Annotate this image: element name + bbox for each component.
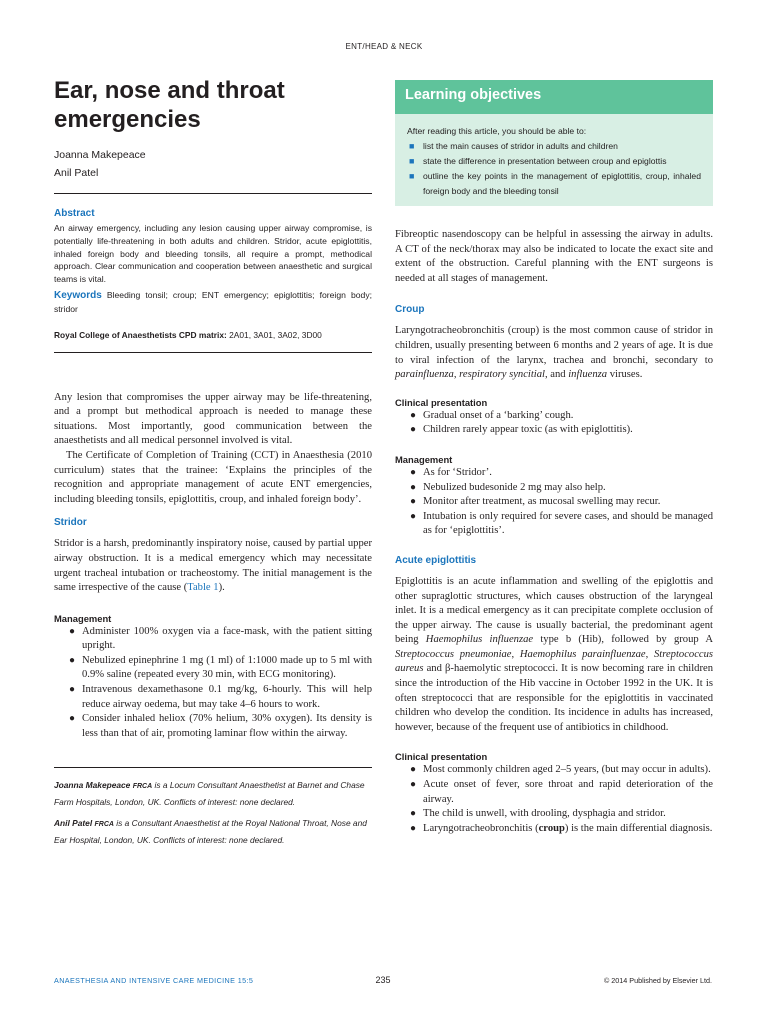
croup-management-heading: Management (395, 453, 453, 465)
croup-paragraph: Laryngotracheobronchitis (croup) is the most common cause of stridor in children, usually presenting between 6 months and 2 years of age. It is due to viral infection of the larynx, trachea and bronchi, secondary to parainfluenza, respiratory syncitial, and influenza viruses. (395, 325, 713, 381)
intro-paragraph: The Certificate of Completion of Training (CCT) in Anaesthesia (2010 curriculum) states that the trainee: ‘Explains the principles of the recognition and appropriate management of acute ENT emergencies, including bleeding tonsils, epiglottitis, croup, and inhaled foreign body’. (54, 449, 372, 505)
learning-objectives-intro: After reading this article, you should be able to: (407, 126, 587, 136)
list-item: ● Intubation is only required for severe cases, and should be managed as for ‘epiglottitis’. (410, 510, 713, 537)
keywords-value: Bleeding tonsil; croup; ENT emergency; epiglottitis; foreign body; stridor (54, 289, 373, 314)
epiglottitis-heading: Acute epiglottitis (395, 554, 477, 566)
author-footnote (54, 816, 372, 848)
footnote-degree: FRCA (132, 783, 153, 791)
bullet-icon: ● (410, 764, 417, 776)
bullet-icon: ● (410, 481, 417, 493)
keywords-label: Keywords (54, 289, 102, 301)
journal-citation: ANAESTHESIA AND INTENSIVE CARE MEDICINE 15:5 (54, 976, 254, 985)
list-item: ● Consider inhaled heliox (70% helium, 30% oxygen). Its density is less than that of air, promoting laminar flow within the airway. (69, 713, 372, 739)
footnote-author-name: Anil Patel (54, 818, 93, 829)
footnote-text: is a Locum Consultant Anaesthetist at Barnet and Chase Farm Hospitals, London, UK. Conflicts of interest: none declared. (54, 780, 365, 808)
bullet-icon: ● (69, 713, 76, 725)
bullet-icon: ● (410, 779, 417, 791)
epiglottitis-paragraph: Epiglottitis is an acute inflammation and swelling of the epiglottis and other supraglottic structures, which causes obstruction of the laryngeal inlet. It is a medical emergency as it can precipitate complete occlusion of the upper airway. The cause is usually bacterial, the predominant agent being Haemophilus influenzae type b (Hib), followed by group A Streptococcus pneumoniae, Haemophilus parainfluenzae, Streptococcus aureus and β-haemolytic streptococci. It is now becoming rare in children since the introduction of the Hib vaccine in October 1992 in the UK. It is often streptococci that are responsible for the epiglottitis in vaccinated children who develop the condition. Its incidence in adults has increased, however, because of the frequent use of antibiotics in childhood. (395, 575, 714, 733)
bullet-icon: ● (410, 466, 417, 478)
list-item: ● Children rarely appear toxic (as with epiglottitis). (423, 423, 713, 438)
croup-heading: Croup (395, 304, 425, 316)
author-name: Joanna Makepeace (54, 149, 146, 161)
footnote-rule (54, 767, 372, 768)
page-number: 235 (375, 975, 391, 985)
list-item: ■ outline the key points in the management of epiglottitis, croup, inhaled foreign body and the bleeding tonsil (409, 171, 701, 196)
list-item: ● Acute onset of fever, sore throat and rapid deterioration of the airway. (410, 779, 713, 805)
croup-clinical-heading: Clinical presentation (395, 396, 488, 408)
author-footnote (54, 778, 372, 810)
bullet-icon: ● (69, 654, 76, 666)
list-item: ● As for ‘Stridor’. (423, 466, 713, 481)
bullet-icon: ■ (409, 141, 415, 151)
learning-objectives-list (407, 139, 701, 199)
stridor-text: Stridor is a harsh, predominantly inspiratory noise, caused by partial upper airway obstruction. It is a medical emergency which may necessitate urgent tracheal intubation or tracheostomy. The initial management is the same irrespective of the cause ( (54, 538, 372, 594)
nasendoscopy-paragraph: Fibreoptic nasendoscopy can be helpful in assessing the airway in adults. A CT of the neck/thorax may also be indicated to locate the exact site and extent of the obstruction. Careful planning with the ENT surgeons is needed at all stages of management. (395, 229, 713, 284)
footnote-text: is a Consultant Anaesthetist at the Royal National Throat, Nose and Ear Hospital, London, UK. Conflicts of interest: none declared. (54, 818, 367, 845)
list-item: ■ list the main causes of stridor in adults and children (423, 139, 701, 154)
bullet-icon: ● (410, 510, 417, 522)
left-column (54, 76, 372, 848)
list-item: ● Monitor after treatment, as mucosal swelling may recur. (423, 495, 713, 510)
cpd-label: Royal College of Anaesthetists CPD matrix: (54, 329, 227, 340)
table-1-link[interactable]: Table 1 (187, 582, 219, 594)
abstract-heading: Abstract (54, 208, 95, 219)
bullet-icon: ● (69, 684, 76, 696)
bullet-icon: ● (410, 808, 417, 820)
bullet-icon: ● (410, 409, 417, 421)
running-head: ENT/HEAD & NECK (345, 42, 423, 51)
cpd-matrix (54, 330, 372, 340)
copyright: © 2014 Published by Elsevier Ltd. (604, 976, 712, 985)
croup-management-list (395, 466, 713, 539)
abstract-rule (54, 352, 372, 353)
abstract-section (54, 208, 372, 340)
title-rule (54, 193, 372, 194)
bullet-icon: ■ (409, 156, 415, 166)
bullet-icon: ● (410, 496, 417, 508)
article-title: Ear, nose and throat emergencies (54, 77, 285, 133)
list-item: ■ state the difference in presentation between croup and epiglottis (423, 154, 701, 169)
learning-objectives-body (395, 114, 713, 206)
keywords-line (54, 289, 372, 316)
learning-objectives-title: Learning objectives (395, 80, 713, 114)
croup-clinical-list (395, 409, 713, 438)
learning-objectives-box (395, 80, 713, 206)
footnote-author-name: Joanna Makepeace (54, 780, 131, 791)
intro-paragraph: Any lesion that compromises the upper airway may be life-threatening, and a prompt but methodical approach is needed to manage these situations. Most importantly, good communication between the anaesthetists and all medical personnel involved is vital. (54, 391, 372, 447)
abstract-text: An airway emergency, including any lesion causing upper airway compromise, is potentially life-threatening in both adults and children. Stridor, acute epiglottitis, inhaled foreign body and bleeding tonsils, all require a prompt, methodical approach. Clear communication and cooperation between anaesthetic and surgical teams is vital. (54, 223, 372, 285)
list-item: ● Nebulized budesonide 2 mg may also help. (423, 481, 713, 496)
right-column (395, 80, 713, 836)
bullet-icon: ● (69, 625, 76, 637)
stridor-management-heading: Management (54, 612, 112, 624)
introduction (54, 391, 372, 508)
epiglottitis-clinical-list (395, 763, 713, 836)
epiglottitis-clinical-heading: Clinical presentation (395, 751, 488, 763)
list-item: ● The child is unwell, with drooling, dysphagia and stridor. (423, 807, 713, 822)
footnote-degree: FRCA (94, 821, 114, 829)
stridor-paragraph (54, 537, 372, 595)
list-item: ● Intravenous dexamethasone 0.1 mg/kg, 6-hourly. This will help reduce airway oedema, but may take 4–6 hours to work. (69, 684, 372, 710)
stridor-text-end: ). (218, 582, 225, 594)
list-item: ● Laryngotracheobronchitis (croup) is the main differential diagnosis. (423, 822, 713, 837)
bullet-icon: ● (410, 822, 417, 834)
list-item: ● Nebulized epinephrine 1 mg (1 ml) of 1:1000 made up to 5 ml with 0.9% saline (repeated every 30 min, with ECG monitoring). (69, 654, 372, 681)
bullet-icon: ● (410, 424, 417, 436)
bullet-icon: ■ (409, 171, 415, 181)
list-item: ● Administer 100% oxygen via a face-mask, with the patient sitting upright. (69, 625, 372, 652)
list-item: ● Most commonly children aged 2–5 years, (but may occur in adults). (423, 763, 713, 778)
stridor-heading: Stridor (54, 517, 87, 529)
stridor-management-list (54, 625, 372, 742)
cpd-value: 2A01, 3A01, 3A02, 3D00 (229, 329, 322, 340)
author-name: Anil Patel (54, 167, 99, 179)
list-item: ● Gradual onset of a ‘barking’ cough. (423, 409, 713, 424)
